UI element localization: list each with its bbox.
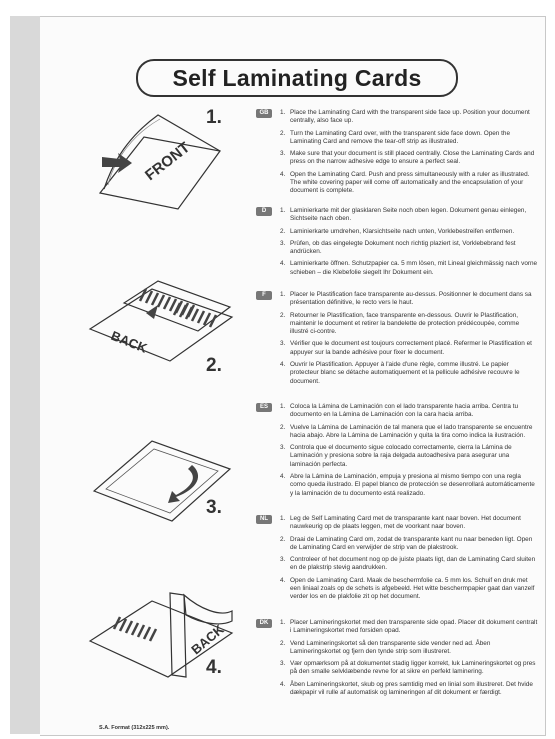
- step-list: [280, 207, 538, 281]
- step-list: [280, 291, 538, 390]
- step-text: Vend Lamineringskortet så den transparente side vender ned ad. Åben Lamineringskortet og fjern den tynde strip som illustreret.: [290, 639, 491, 655]
- list-item: [280, 361, 538, 386]
- step-number: 1.: [280, 291, 286, 298]
- language-badge: DK: [256, 619, 272, 628]
- step-text: Placer Lamineringskortet med den transparente side opad. Placer dit dokument centralt i Lamineringskortet med forsiden opad.: [290, 619, 538, 635]
- step-number: 4.: [280, 260, 286, 268]
- list-item: [280, 207, 538, 224]
- step-text: Abre la Lámina de Laminación, empuja y presiona al mismo tiempo con una regla como queda ilustrado. El papel blanco de protección se desenrollará automáticamente y la laminación de tu documento está realizado.: [290, 473, 535, 497]
- step-number: 4.: [280, 170, 286, 178]
- illustration-step-number: 1.: [206, 107, 222, 128]
- step-text: Retourner le Plastification, face transparente en-dessous. Ouvrir le Plastification, maintenir le document et retirer la bandelette de protection prédécoupée, comme illustré ci-contre.: [290, 311, 520, 336]
- step-number: 3.: [280, 239, 286, 247]
- step-text: Prüfen, ob das eingelegte Dokument noch richtig plaziert ist, Vorklebebrand fest andrücken.: [290, 239, 516, 256]
- step-text: Vær opmærksom på at dokumentet stadig ligger korrekt, luk Lamineringskortet og pres på den smalle selvklæbende revne for at sikre en perfekt laminering.: [290, 660, 536, 676]
- language-badge: GB: [256, 109, 272, 118]
- language-badge: NL: [256, 515, 272, 524]
- language-badge: D: [256, 207, 272, 216]
- step-number: 1.: [280, 403, 286, 410]
- binder-spine: [10, 16, 41, 734]
- step-text: Ouvrir le Plastification. Appuyer à l'aide d'une règle, comme illustré. Le papier protecteur blanc se détache automatiquement et la pellicule adhésive recouvre le document.: [290, 361, 520, 385]
- step-number: 2.: [280, 535, 286, 543]
- illustration-step-number: 3.: [206, 497, 222, 518]
- illustration-step-number: 4.: [206, 657, 222, 678]
- list-item: [280, 312, 538, 337]
- list-item: [280, 150, 538, 167]
- step-text: Leg de Self Laminating Card met de transparante kant naar boven. Het document nauwkeurig op de plaats leggen, met de voorkant naar boven.: [290, 515, 521, 531]
- step-text: Coloca la Lámina de Laminación con el lado transparente hacia arriba. Centra tu documento en la Lámina de Laminación con la cara hacia arriba.: [290, 403, 519, 419]
- arrow-icon: [168, 465, 198, 503]
- step-number: 1.: [280, 109, 286, 116]
- step-number: 4.: [280, 576, 286, 584]
- step-text: Place the Laminating Card with the transparent side face up. Position your document centrally, also face up.: [290, 109, 530, 125]
- list-item: [280, 424, 538, 441]
- list-item: [280, 109, 538, 126]
- list-item: [280, 340, 538, 357]
- back-label: BACK: [188, 621, 227, 658]
- step-text: Åben Lamineringskortet, skub og pres samtidig med en linial som illustreret. Det hvide dækpapir vil rulle af automatisk og lamineringen af dit dokument er færdigt.: [290, 680, 533, 697]
- back-label: BACK: [108, 327, 150, 356]
- language-badge: ES: [256, 403, 272, 412]
- step-number: 3.: [280, 340, 286, 348]
- step-number: 2.: [280, 639, 286, 647]
- list-item: [280, 403, 538, 420]
- list-item: [280, 260, 538, 277]
- step-list: [280, 109, 538, 200]
- footer-format-note: S.A. Format (312x225 mm).: [99, 725, 170, 731]
- step-number: 4.: [280, 473, 286, 481]
- list-item: [280, 660, 538, 677]
- step-number: 2.: [280, 129, 286, 137]
- step-text: Draai de Laminating Card om, zodat de transparante kant nu naar beneden ligt. Open de Laminating Card en verwijder de strip van de plakstrook.: [290, 535, 533, 551]
- list-item: [280, 473, 538, 498]
- step-text: Make sure that your document is still placed centrally. Close the Laminating Cards and press on the narrow adhesive edge to ensure a perfect seal.: [290, 150, 535, 166]
- arrow-icon: [146, 305, 158, 319]
- ruler-icon: [170, 593, 186, 677]
- step-text: Open de Laminating Card. Maak de beschermfolie ca. 5 mm los. Schuif en druk met een liniaal zoals op de schets is afgebeeld. Het witte beschermpapier gaat dan vanzelf verder los en de plakfolie zit op het document.: [290, 576, 535, 601]
- list-item: [280, 577, 538, 602]
- list-item: [280, 536, 538, 553]
- step-list: [280, 619, 538, 701]
- front-label: FRONT: [141, 138, 194, 185]
- list-item: [280, 640, 538, 657]
- list-item: [280, 515, 538, 532]
- list-item: [280, 444, 538, 469]
- step-text: Controleer of het document nog op de juiste plaats ligt, dan de Laminating Card sluiten en de plakstrip stevig aandrukken.: [290, 556, 536, 572]
- page-title: Self Laminating Cards: [172, 64, 422, 91]
- list-item: [280, 556, 538, 573]
- step-number: 3.: [280, 444, 286, 452]
- step-text: Vérifier que le document est toujours correctement placé. Refermer le Plastification et appuyer sur la bande adhésive pour fixer le document.: [290, 340, 532, 356]
- step-number: 4.: [280, 361, 286, 369]
- step-number: 3.: [280, 660, 286, 668]
- step-number: 1.: [280, 515, 286, 522]
- list-item: [280, 240, 538, 257]
- step-text: Laminierkarte öffnen. Schutzpapier ca. 5 mm lösen, mit Lineal gleichmässig nach vorne schieben – die Klebefolie siegelt Ihr Dokument ein.: [290, 260, 538, 276]
- step-number: 1.: [280, 207, 286, 214]
- list-item: [280, 130, 538, 147]
- step-number: 1.: [280, 619, 286, 626]
- step-text: Open the Laminating Card. Push and press simultaneously with a ruler as illustrated. The white covering paper will come off automatically and the encapsulation of your document is complete.: [290, 170, 530, 195]
- step-list: [280, 403, 538, 502]
- arrow-icon: [102, 153, 132, 173]
- title-banner: [136, 59, 458, 97]
- step-text: Placer le Plastification face transparente au-dessus. Positionner le document dans sa présentation définitive, le recto vers le haut.: [290, 291, 532, 307]
- list-item: [280, 171, 538, 196]
- step-number: 2.: [280, 227, 286, 235]
- illustration-step-number: 2.: [206, 355, 222, 376]
- step-text: Laminierkarte mit der glasklaren Seite noch oben legen. Dokument genau einlegen, Sichtseite nach oben.: [290, 207, 527, 223]
- language-badge: F: [256, 291, 272, 300]
- step-number: 4.: [280, 680, 286, 688]
- step-text: Laminierkarte umdrehen, Klarsichtseite nach unten, Vorklebestreifen entfernen.: [290, 227, 515, 235]
- step-number: 2.: [280, 311, 286, 319]
- step-text: Turn the Laminating Card over, with the transparent side face down. Open the Laminating Card and remove the tear-off strip as illustrated.: [290, 129, 511, 145]
- step-text: Controla que el documento sigue colocado correctamente, cierra la Lámina de Laminación y presiona sobre la raja delgada autoadhesiva para asegurar una laminación perfecta.: [290, 444, 512, 468]
- step-text: Vuelve la Lámina de Laminación de tal manera que el lado transparente se encuentre hacia abajo. Abre la Lámina de Laminación y quita la tira como indica la ilustración.: [290, 423, 533, 439]
- list-item: [280, 228, 538, 236]
- list-item: [280, 619, 538, 636]
- step-number: 3.: [280, 150, 286, 158]
- step-number: 3.: [280, 556, 286, 564]
- instruction-sheet: [40, 16, 546, 736]
- step-number: 2.: [280, 423, 286, 431]
- list-item: [280, 681, 538, 698]
- list-item: [280, 291, 538, 308]
- step-list: [280, 515, 538, 606]
